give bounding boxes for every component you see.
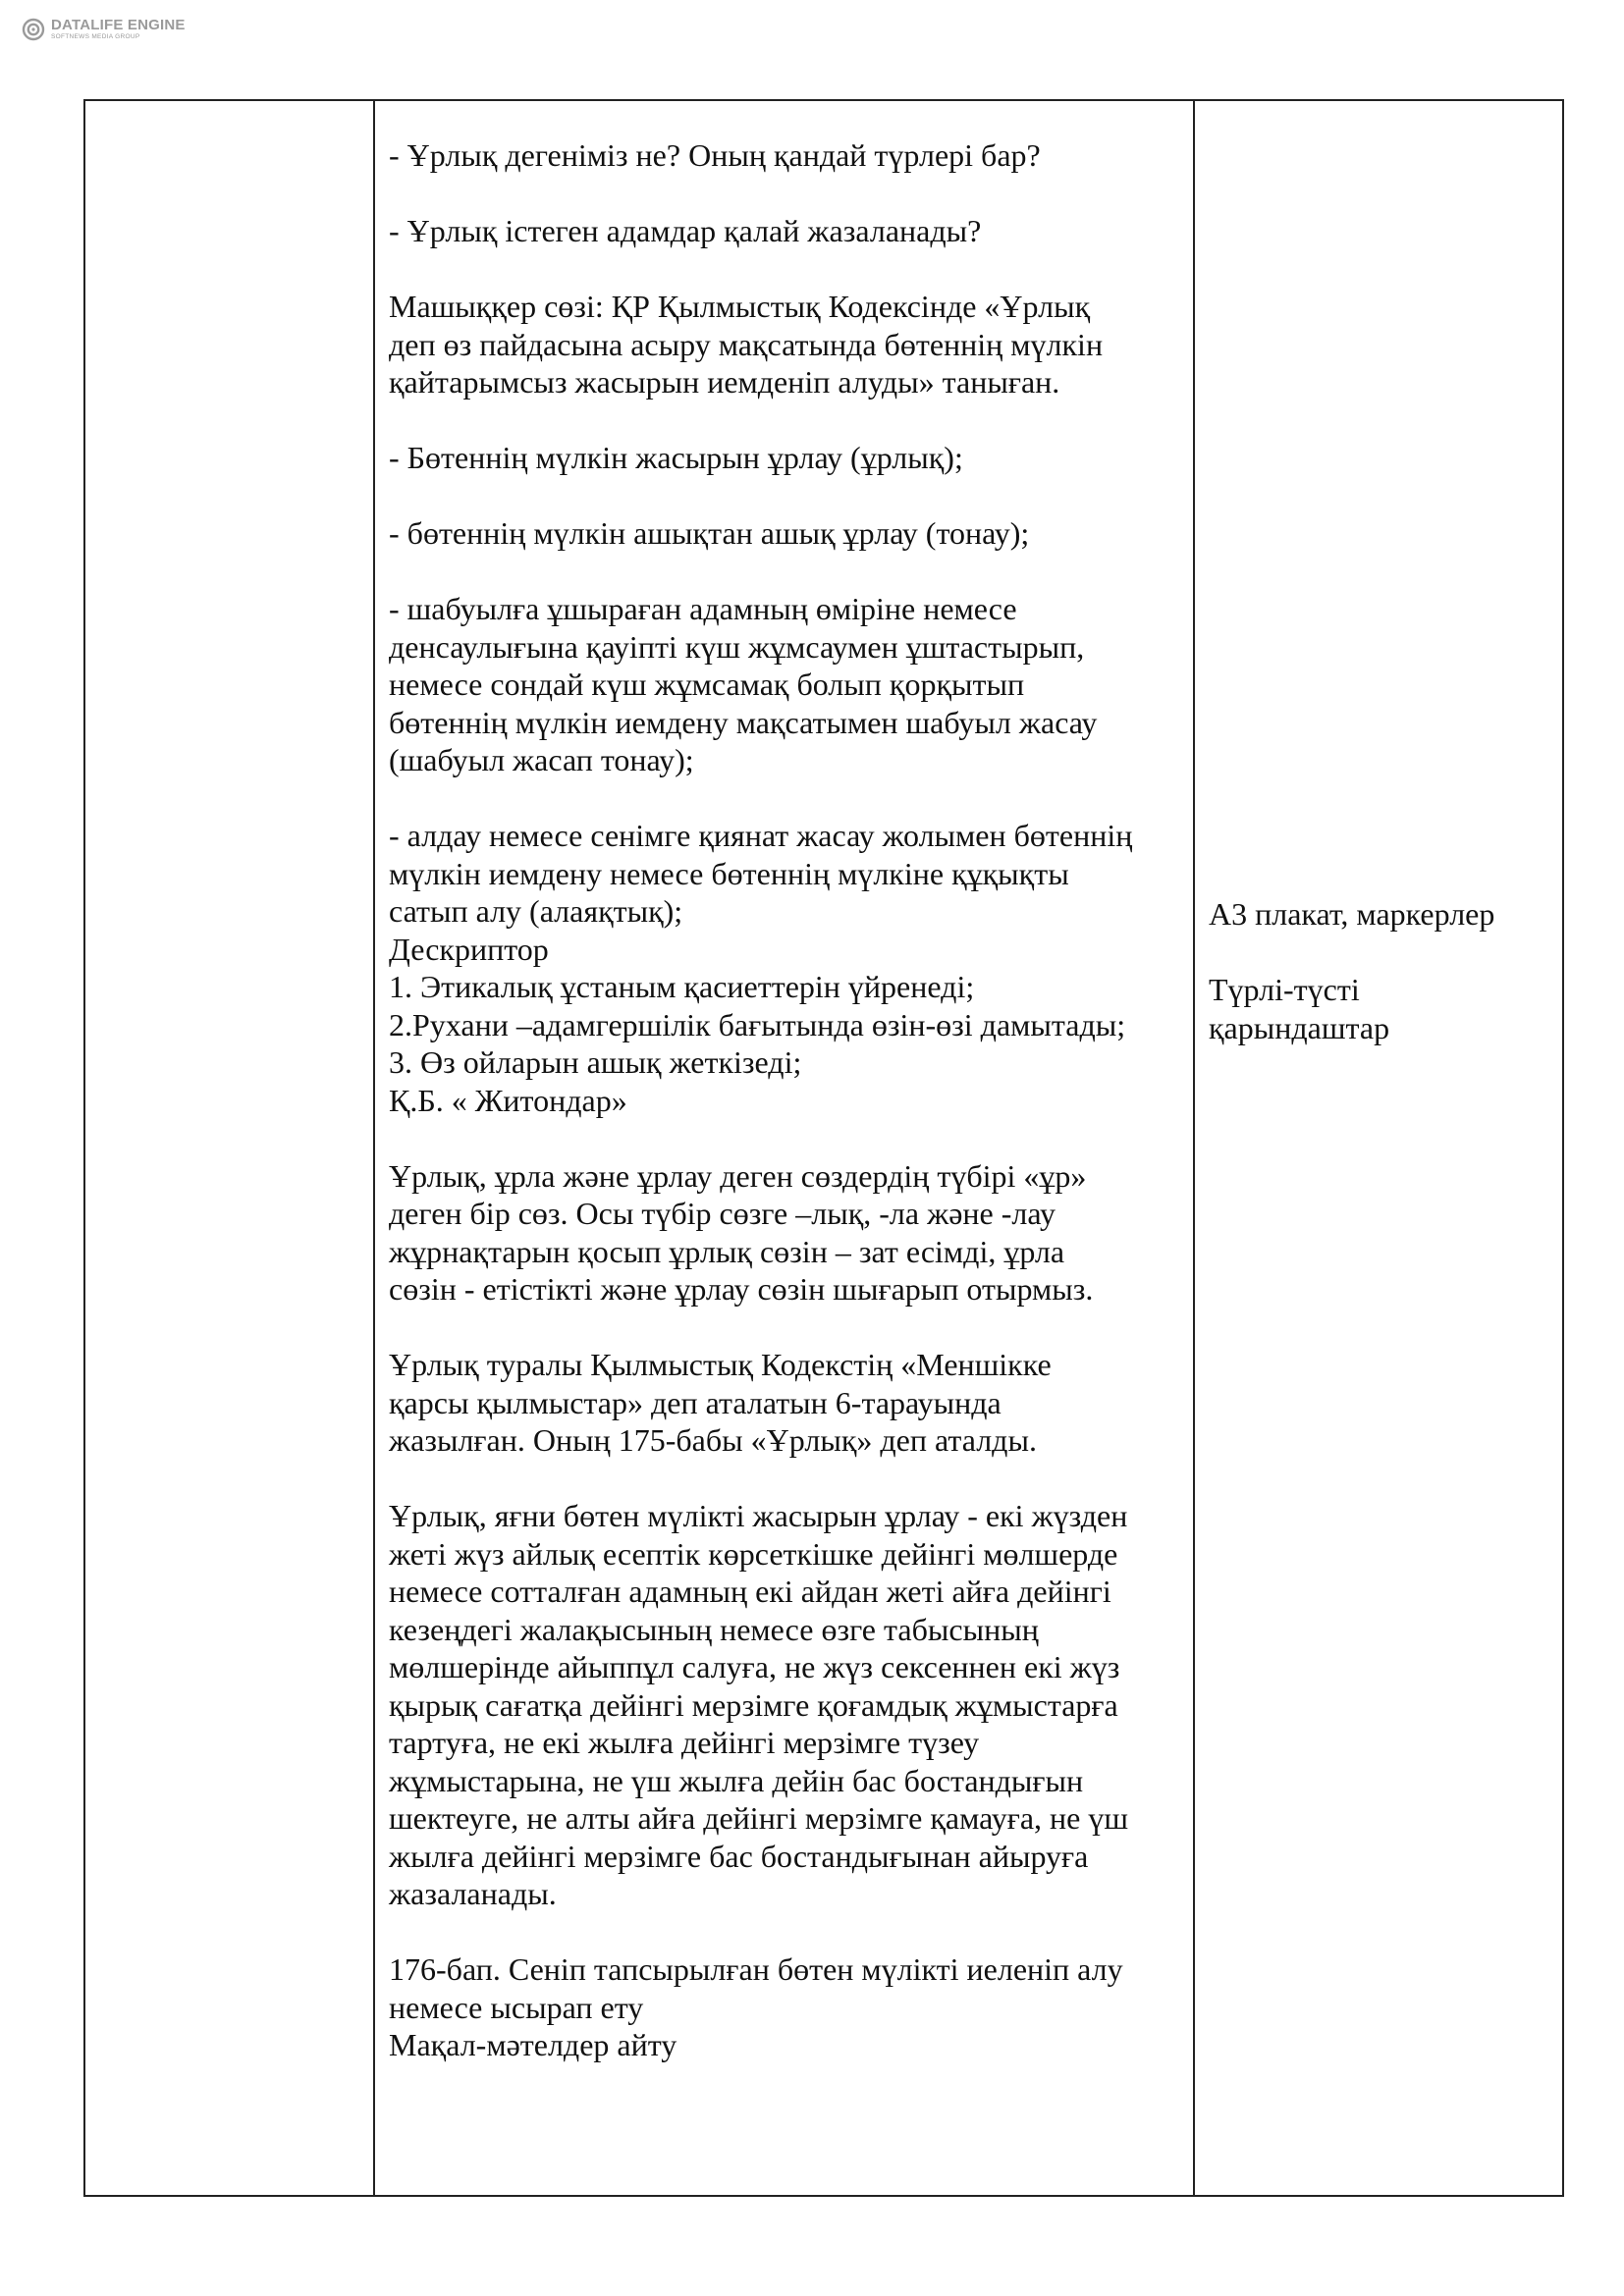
text-line: 2.Рухани –адамгершілік бағытында өзін-өзі дамытады; — [389, 1006, 1126, 1042]
text-line: тартуға, не екі жылға дейінгі мерзімге түзеу — [389, 1725, 980, 1760]
paragraph — [1209, 895, 1552, 934]
watermark-title: DATALIFE ENGINE — [51, 17, 186, 34]
paragraph — [389, 514, 1179, 553]
text-line: мөлшерінде айыппұл салуға, не жүз сексеннен екі жүз — [389, 1649, 1120, 1684]
text-line: Машыққер сөзі: ҚР Қылмыстық Кодексінде «Ұрлық — [389, 289, 1091, 324]
text-line: Мақал-мәтелдер айту — [389, 2027, 677, 2062]
paragraph — [389, 439, 1179, 477]
text-line: бөтеннің мүлкін иемдену мақсатымен шабуыл жасау — [389, 704, 1098, 740]
text-line: кезеңдегі жалақысының немесе өзге табысының — [389, 1611, 1039, 1647]
paragraph-spacer — [389, 175, 1179, 213]
text-line: - Ұрлық істеген адамдар қалай жазаланады? — [389, 213, 982, 248]
text-line: сөзін - етістікті және ұрлау сөзін шығарып отырмыз. — [389, 1271, 1094, 1307]
paragraph-spacer — [389, 1913, 1179, 1951]
text-line: жеті жүз айлық есептік көрсеткішке дейінгі мөлшерде — [389, 1535, 1118, 1572]
paragraph-spacer — [389, 1308, 1179, 1347]
text-line: Ұрлық, яғни бөтен мүлікті жасырын ұрлау - екі жүзден — [389, 1498, 1128, 1533]
paragraph-spacer — [389, 250, 1179, 289]
lesson-content — [389, 136, 1179, 2064]
text-line: - алдау немесе сенімге қиянат жасау жолымен бөтеннің — [389, 818, 1133, 853]
text-line: - шабуылға ұшыраған адамның өміріне немесе — [389, 591, 1017, 626]
text-line: жазаланады. — [389, 1876, 557, 1911]
table-column-middle — [375, 101, 1195, 2195]
paragraph-spacer — [389, 477, 1179, 515]
text-line: Түрлі-түсті — [1209, 972, 1360, 1007]
paragraph — [389, 1950, 1179, 2064]
paragraph — [389, 136, 1179, 175]
text-line: жылға дейінгі мерзімге бас бостандығынан айыруға — [389, 1838, 1089, 1874]
paragraph — [389, 817, 1179, 1119]
text-line: қырық сағатқа дейінгі мерзімге қоғамдық жұмыстарға — [389, 1686, 1118, 1723]
text-line: (шабуыл жасап тонау); — [389, 742, 694, 777]
text-line: жұмыстарына, не үш жылға дейін бас бостандығын — [389, 1762, 1084, 1798]
paragraph-spacer — [389, 779, 1179, 818]
text-line: қарындаштар — [1209, 1009, 1390, 1045]
paragraph-spacer — [1209, 934, 1552, 972]
paragraph-spacer — [389, 1460, 1179, 1498]
text-line: - бөтеннің мүлкін ашықтан ашық ұрлау (тонау); — [389, 515, 1030, 551]
paragraph — [389, 1157, 1179, 1308]
datalife-logo-icon — [22, 18, 45, 41]
lesson-plan-table — [83, 99, 1564, 2197]
text-line: - Ұрлық дегеніміз не? Оның қандай түрлері бар? — [389, 137, 1041, 173]
text-line: 1. Этикалық ұстаным қасиеттерін үйренеді; — [389, 969, 975, 1004]
text-line: шектеуге, не алты айға дейінгі мерзімге қамауға, не үш — [389, 1800, 1129, 1836]
text-line: жұрнақтарын қосып ұрлық сөзін – зат есімді, ұрла — [389, 1233, 1065, 1269]
paragraph — [389, 288, 1179, 401]
text-line: 3. Өз ойларын ашық жеткізеді; — [389, 1044, 802, 1080]
paragraph-spacer — [389, 1119, 1179, 1157]
text-line: 176-бап. Сеніп тапсырылған бөтен мүлікті иеленіп алу — [389, 1951, 1123, 1987]
text-line: Ұрлық туралы Қылмыстық Кодекстің «Меншікке — [389, 1347, 1052, 1382]
paragraph — [389, 590, 1179, 779]
paragraph — [389, 212, 1179, 250]
text-line: деген бір сөз. Осы түбір сөзге –лық, -ла және -лау — [389, 1196, 1056, 1231]
text-line: Қ.Б. « Житондар» — [389, 1082, 627, 1118]
text-line: Дескриптор — [389, 931, 549, 967]
text-line: - Бөтеннің мүлкін жасырын ұрлау (ұрлық); — [389, 440, 963, 475]
text-line: денсаулығына қауіпті күш жұмсаумен ұштастырып, — [389, 628, 1085, 665]
paragraph-spacer — [389, 401, 1179, 440]
paragraph — [389, 1346, 1179, 1460]
text-line: мүлкін иемдену немесе бөтеннің мүлкіне құқықты — [389, 855, 1069, 891]
text-line: сатып алу (алаяқтық); — [389, 893, 683, 929]
text-line: деп өз пайдасына асыру мақсатында бөтеннің мүлкін — [389, 326, 1104, 362]
text-line: немесе сондай күш жұмсамақ болып қорқытып — [389, 667, 1025, 702]
resources-list — [1209, 895, 1552, 1046]
watermark-subtitle: SOFTNEWS MEDIA GROUP — [51, 33, 140, 41]
text-line: жазылған. Оның 175-бабы «Ұрлық» деп аталды. — [389, 1422, 1037, 1458]
paragraph — [1209, 971, 1552, 1046]
paragraph — [389, 1497, 1179, 1913]
text-line: А3 плакат, маркерлер — [1209, 896, 1495, 932]
watermark — [22, 18, 186, 41]
text-line: қарсы қылмыстар» деп аталатын 6-тарауында — [389, 1384, 1001, 1420]
table-column-left — [85, 101, 375, 2195]
text-line: қайтарымсыз жасырын иемденіп алуды» таныған. — [389, 364, 1060, 400]
text-line: немесе ысырап ету — [389, 1989, 644, 2025]
paragraph-spacer — [389, 553, 1179, 591]
text-line: немесе сотталған адамның екі айдан жеті айға дейінгі — [389, 1574, 1111, 1609]
text-line: Ұрлық, ұрла және ұрлау деген сөздердің түбірі «ұр» — [389, 1157, 1087, 1194]
table-column-right — [1195, 101, 1562, 2195]
